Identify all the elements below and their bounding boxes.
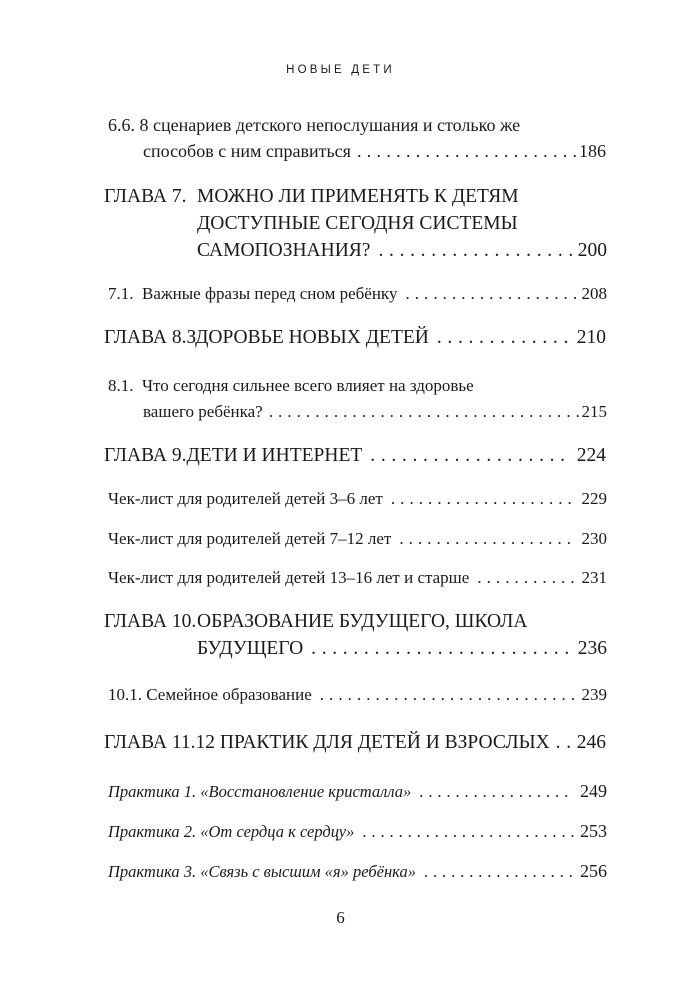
toc-entry-8-1-line2 — [143, 399, 607, 425]
toc-page-number: 229 — [581, 489, 607, 508]
chapter-label: ГЛАВА 7. — [104, 186, 187, 207]
toc-entry-title: 8 сценариев детского непослушания и столько же — [139, 115, 521, 135]
toc-page-number: 239 — [581, 685, 607, 704]
toc-entry-title: Что сегодня сильнее всего влияет на здоровье — [142, 376, 474, 395]
toc-practice-line — [108, 778, 607, 805]
chapter-title: МОЖНО ЛИ ПРИМЕНЯТЬ К ДЕТЯМ — [197, 186, 519, 207]
toc-entry-10-1-line — [108, 682, 607, 708]
toc-chapter-9-line — [104, 443, 606, 469]
chapter-label: ГЛАВА 11. — [104, 732, 196, 753]
running-header: НОВЫЕ ДЕТИ — [286, 64, 395, 76]
dot-leader — [391, 486, 576, 512]
toc-page-number: 186 — [579, 141, 606, 161]
chapter-title-cont: БУДУЩЕГО — [197, 638, 304, 659]
toc-page-number: 224 — [576, 445, 606, 466]
toc-checklist-line — [108, 526, 607, 552]
toc-page-number: 253 — [580, 821, 607, 841]
toc-entry-title: Чек-лист для родителей детей 13–16 лет и старше — [108, 568, 470, 587]
chapter-title-cont: ДОСТУПНЫЕ СЕГОДНЯ СИСТЕМЫ — [197, 213, 518, 234]
chapter-label: ГЛАВА 8. — [104, 327, 187, 348]
toc-entry-number: 6.6. — [108, 115, 135, 135]
dot-leader — [405, 281, 575, 307]
chapter-title-cont: САМОПОЗНАНИЯ? — [197, 240, 371, 261]
dot-leader — [370, 443, 570, 469]
toc-page-number: 249 — [580, 781, 607, 801]
dot-leader — [269, 399, 580, 425]
toc-entry-6-6-line2 — [143, 138, 606, 164]
toc-entry-title-cont: вашего ребёнка? — [143, 402, 263, 421]
toc-entry-title: Семейное образование — [146, 685, 312, 704]
toc-page-number: 231 — [581, 568, 607, 587]
toc-entry-title: Практика 3. «Связь с высшим «я» ребёнка» — [108, 862, 416, 881]
toc-chapter-10-line2 — [197, 636, 607, 662]
toc-chapter-7-line3 — [197, 238, 607, 264]
toc-page-number: 210 — [576, 327, 606, 348]
toc-practice-line — [108, 818, 607, 845]
toc-chapter-11-line — [104, 730, 606, 756]
toc-page-number: 256 — [580, 861, 607, 881]
toc-entry-title: Практика 1. «Восстановление кристалла» — [108, 782, 412, 801]
toc-entry-number: 7.1. — [108, 284, 134, 303]
dot-leader — [556, 730, 571, 756]
toc-entry-8-1-line1 — [108, 373, 474, 399]
dot-leader — [357, 138, 577, 164]
toc-entry-title: Чек-лист для родителей детей 3–6 лет — [108, 489, 383, 508]
toc-practice-line — [108, 858, 607, 885]
dot-leader — [399, 526, 575, 552]
toc-chapter-8-line — [104, 325, 606, 351]
chapter-label: ГЛАВА 9. — [104, 445, 187, 466]
toc-chapter-10-line1 — [104, 609, 527, 635]
dot-leader — [378, 238, 571, 264]
toc-chapter-7-line2 — [197, 211, 518, 237]
toc-entry-title: Чек-лист для родителей детей 7–12 лет — [108, 529, 392, 548]
toc-entry-7-1-line — [108, 281, 607, 307]
toc-page-number: 236 — [577, 638, 607, 659]
toc-entry-number: 10.1. — [108, 685, 142, 704]
dot-leader — [320, 682, 576, 708]
chapter-label: ГЛАВА 10. — [104, 611, 197, 632]
toc-page-number: 215 — [581, 402, 607, 421]
toc-page-number: 208 — [581, 284, 607, 303]
dot-leader — [311, 636, 572, 662]
toc-page-number: 230 — [581, 529, 607, 548]
toc-chapter-7-line1 — [104, 184, 519, 210]
chapter-title: ОБРАЗОВАНИЕ БУДУЩЕГО, ШКОЛА — [197, 611, 528, 632]
dot-leader — [424, 859, 574, 885]
toc-entry-title-cont: способов с ним справиться — [143, 141, 351, 161]
toc-page-number: 200 — [577, 240, 607, 261]
chapter-title: 12 ПРАКТИК ДЛЯ ДЕТЕЙ И ВЗРОСЛЫХ — [195, 732, 550, 753]
dot-leader — [477, 565, 579, 591]
page-number: 6 — [336, 908, 345, 927]
toc-entry-6-6-line1 — [108, 112, 520, 138]
toc-page-number: 246 — [576, 732, 606, 753]
toc-entry-title: Важные фразы перед сном ребёнку — [142, 284, 398, 303]
chapter-title: ЗДОРОВЬЕ НОВЫХ ДЕТЕЙ — [186, 327, 429, 348]
dot-leader — [437, 325, 571, 351]
toc-entry-number: 8.1. — [108, 376, 134, 395]
dot-leader — [419, 779, 574, 805]
toc-checklist-line — [108, 565, 607, 591]
chapter-title: ДЕТИ И ИНТЕРНЕТ — [186, 445, 363, 466]
toc-checklist-line — [108, 486, 607, 512]
toc-entry-title: Практика 2. «От сердца к сердцу» — [108, 822, 355, 841]
dot-leader — [362, 819, 574, 845]
